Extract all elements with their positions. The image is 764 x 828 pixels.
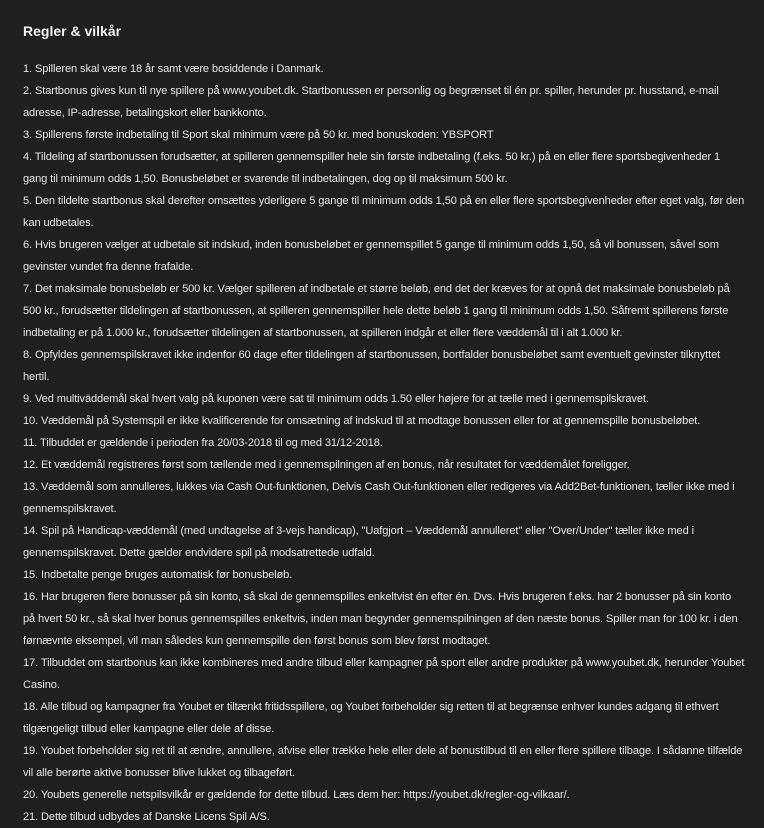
- term-item: 20. Youbets generelle netspilsvilkår er gældende for dette tilbud. Læs dem her: https://youbet.dk/regler-og-vilkaar/.: [23, 789, 570, 801]
- term-item: 13. Væddemål som annulleres, lukkes via Cash Out-funktionen, Delvis Cash Out-funktionen eller redigeres via Add2Bet-funktionen, tæller ikke med i gennemspilskravet.: [23, 481, 735, 515]
- term-item: 10. Væddemål på Systemspil er ikke kvalificerende for omsætning af indskud til at modtage bonussen eller for at gennemspille bonusbeløbet.: [23, 415, 701, 427]
- term-item: 6. Hvis brugeren vælger at udbetale sit indskud, inden bonusbeløbet er gennemspillet 5 gange til minimum odds 1,50, så vil bonussen, såvel som gevinster vundet fra denne frafalde.: [23, 239, 719, 273]
- term-item: 3. Spillerens første indbetaling til Sport skal minimum være på 50 kr. med bonuskoden: YBSPORT: [23, 129, 494, 141]
- term-item: 18. Alle tilbud og kampagner fra Youbet er tiltænkt fritidsspillere, og Youbet forbeholder sig retten til at begrænse enhver kundes adgang til ethvert tilgængeligt tilbud eller kampagne eller dele af disse.: [23, 701, 719, 735]
- term-item: 21. Dette tilbud udbydes af Danske Licens Spil A/S.: [23, 811, 270, 823]
- term-item: 5. Den tildelte startbonus skal derefter omsættes yderligere 5 gange til minimum odds 1,50 på en eller flere sportsbegivenheder efter eget valg, før den kan udbetales.: [23, 195, 745, 229]
- term-item: 19. Youbet forbeholder sig ret til at ændre, annullere, afvise eller trække hele eller dele af bonustilbud til en eller flere spillere tilbage. I sådanne tilfælde vil alle berørte aktive bonusser blive lukket og tilbageført.: [23, 745, 743, 779]
- term-item: 8. Opfyldes gennemspilskravet ikke indenfor 60 dage efter tildelingen af startbonussen, bortfalder bonusbeløbet samt eventuelt gevinster tilknyttet hertil.: [23, 349, 721, 383]
- term-item: 1. Spilleren skal være 18 år samt være bosiddende i Danmark.: [23, 63, 324, 75]
- terms-list: [23, 58, 746, 828]
- term-item: 4. Tildeling af startbonussen forudsætter, at spilleren gennemspiller hele sin første indbetaling (f.eks. 50 kr.) på en eller flere sportsbegivenheder 1 gang til minimum odds 1,50. Bonusbeløbet er svarende til indbetalingen, dog op til maksimum 500 kr.: [23, 151, 721, 185]
- page-title: Regler & vilkår: [23, 23, 122, 39]
- term-item: 11. Tilbuddet er gældende i perioden fra 20/03-2018 til og med 31/12-2018.: [23, 437, 383, 449]
- term-item: 7. Det maksimale bonusbeløb er 500 kr. Vælger spilleren af indbetale et større beløb, end det der kræves for at opnå det maksimale bonusbeløb på 500 kr., forudsætter tildelingen af startbonussen, at spilleren gennemspiller hele dette beløb 1 gang til minimum odds 1,50. Såfremt spillerens første indbetaling er på 1.000 kr., forudsætter tildelingen af startbonussen, at spilleren indgår et eller flere væddemål til i alt 1.000 kr.: [23, 283, 730, 339]
- term-item: 15. Indbetalte penge bruges automatisk før bonusbeløb.: [23, 569, 293, 581]
- term-item: 17. Tilbuddet om startbonus kan ikke kombineres med andre tilbud eller kampagner på sport eller andre produkter på www.youbet.dk, herunder Youbet Casino.: [23, 657, 745, 691]
- term-item: 14. Spil på Handicap-væddemål (med undtagelse af 3-vejs handicap), "Uafgjort – Væddemål annulleret" eller "Over/Under" tæller ikke med i gennemspilskravet. Dette gælder endvidere spil på modsatrettede udfald.: [23, 525, 694, 559]
- term-item: 9. Ved multiväddemål skal hvert valg på kuponen være sat til minimum odds 1.50 eller højere for at tælle med i gennemspilskravet.: [23, 393, 649, 405]
- term-item: 2. Startbonus gives kun til nye spillere på www.youbet.dk. Startbonussen er personlig og begrænset til én pr. spiller, herunder pr. husstand, e-mail adresse, IP-adresse, betalingskort eller bankkonto.: [23, 85, 719, 119]
- term-item: 16. Har brugeren flere bonusser på sin konto, så skal de gennemspilles enkeltvist én efter én. Dvs. Hvis brugeren f.eks. har 2 bonusser på sin konto på hvert 50 kr., så skal hver bonus gennemspilles enkeltvis, inden man begynder gennemspilningen af den næste bonus. Spiller man for 100 kr. i den førnævnte eksempel, vil man således kun gennemspille den først bonus som blev først modtaget.: [23, 591, 738, 647]
- term-item: 12. Et væddemål registreres først som tællende med i gennemspilningen af en bonus, når resultatet for væddemålet foreligger.: [23, 459, 630, 471]
